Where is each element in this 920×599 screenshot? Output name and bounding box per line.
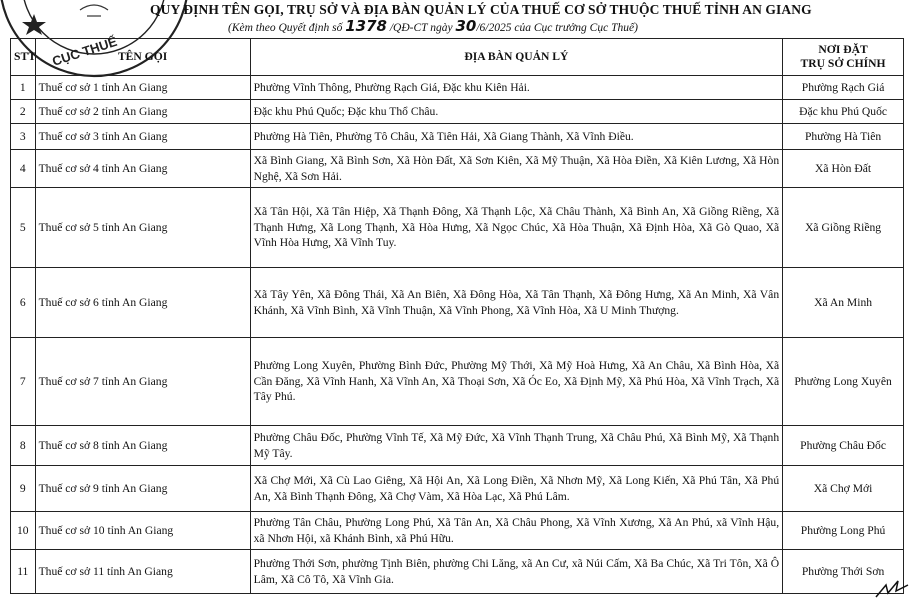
table-row [11,150,904,188]
row-seat: Xã Hòn Đất [783,150,904,188]
row-name: Thuế cơ sở 8 tỉnh An Giang [35,426,250,466]
table-row [11,100,904,124]
row-area: Phường Hà Tiên, Phường Tô Châu, Xã Tiên Hải, Xã Giang Thành, Xã Vĩnh Điều. [250,124,783,150]
row-seat: Xã An Minh [783,268,904,338]
row-area: Đặc khu Phú Quốc; Đặc khu Thổ Châu. [250,100,783,124]
decision-number: 1378 [345,17,387,35]
row-name: Thuế cơ sở 7 tỉnh An Giang [35,338,250,426]
row-area: Xã Bình Giang, Xã Bình Sơn, Xã Hòn Đất, Xã Sơn Kiên, Xã Mỹ Thuận, Xã Hòa Điền, Xã Kiên Lương, Xã Hòn Nghệ, Xã Sơn Hải. [250,150,783,188]
row-name: Thuế cơ sở 4 tỉnh An Giang [35,150,250,188]
table-row [11,426,904,466]
subtitle-mid: /QĐ-CT ngày [389,22,453,34]
table-row [11,76,904,100]
row-name: Thuế cơ sở 11 tỉnh An Giang [35,550,250,594]
row-stt: 3 [11,124,36,150]
row-name: Thuế cơ sở 3 tỉnh An Giang [35,124,250,150]
row-name: Thuế cơ sở 10 tỉnh An Giang [35,512,250,550]
table-row [11,188,904,268]
row-name: Thuế cơ sở 9 tỉnh An Giang [35,466,250,512]
row-seat: Phường Thới Sơn [783,550,904,594]
table-row [11,512,904,550]
subtitle-prefix: (Kèm theo Quyết định số [228,22,343,34]
tax-office-table [10,38,904,594]
row-area: Phường Châu Đốc, Phường Vĩnh Tế, Xã Mỹ Đức, Xã Vĩnh Thạnh Trung, Xã Châu Phú, Xã Bình Mỹ, Xã Thạnh Mỹ Tây. [250,426,783,466]
row-area: Xã Chợ Mới, Xã Cù Lao Giêng, Xã Hội An, Xã Long Điền, Xã Nhơn Mỹ, Xã Long Kiến, Xã Phú Tân, Xã Phú An, Xã Bình Thạnh Đông, Xã Chợ Vàm, Xã Hòa Lạc, Xã Phú Lâm. [250,466,783,512]
row-area: Xã Tây Yên, Xã Đông Thái, Xã An Biên, Xã Đông Hòa, Xã Tân Thạnh, Xã Đông Hưng, Xã An Minh, Xã Vân Khánh, Xã Vĩnh Bình, Xã Vĩnh Thuận, Xã Vĩnh Phong, Xã Vĩnh Hòa, Xã U Minh Thượng. [250,268,783,338]
subtitle-suffix: /6/2025 của Cục trưởng Cục Thuế) [476,22,638,34]
row-seat: Phường Long Phú [783,512,904,550]
row-seat: Xã Giồng Riềng [783,188,904,268]
signature-mark [872,579,912,599]
row-area: Phường Long Xuyên, Phường Bình Đức, Phường Mỹ Thới, Xã Mỹ Hoà Hưng, Xã An Châu, Xã Bình Hòa, Xã Cần Đăng, Xã Vĩnh Hanh, Xã Vĩnh An, Xã Thoại Sơn, Xã Óc Eo, Xã Định Mỹ, Xã Phú Hòa, Xã Vĩnh Trạch, Xã Tây Phú. [250,338,783,426]
row-stt: 9 [11,466,36,512]
row-stt: 8 [11,426,36,466]
row-seat: Phường Hà Tiên [783,124,904,150]
row-area: Phường Tân Châu, Phường Long Phú, Xã Tân An, Xã Châu Phong, Xã Vĩnh Xương, Xã An Phú, xã Vĩnh Hậu, xã Nhơn Hội, xã Khánh Bình, xã Phú Hữu. [250,512,783,550]
row-seat: Phường Rạch Giá [783,76,904,100]
row-seat: Đặc khu Phú Quốc [783,100,904,124]
header-stt: STT [11,39,36,76]
header-seat [783,39,904,76]
row-area: Phường Vĩnh Thông, Phường Rạch Giá, Đặc khu Kiên Hải. [250,76,783,100]
header-name: TÊN GỌI [35,39,250,76]
header-seat-line1: NƠI ĐẶT [818,43,868,56]
row-stt: 2 [11,100,36,124]
row-stt: 10 [11,512,36,550]
row-seat: Xã Chợ Mới [783,466,904,512]
decision-day: 30 [455,17,477,35]
table-row [11,466,904,512]
row-stt: 5 [11,188,36,268]
table-header-row [11,39,904,76]
row-name: Thuế cơ sở 1 tỉnh An Giang [35,76,250,100]
header-seat-line2: TRỤ SỞ CHÍNH [800,57,886,70]
document-title: QUY ĐỊNH TÊN GỌI, TRỤ SỞ VÀ ĐỊA BÀN QUẢN LÝ CỦA THUẾ CƠ SỞ THUỘC THUẾ TỈNH AN GIANG [150,2,812,17]
row-area: Phường Thới Sơn, phường Tịnh Biên, phường Chi Lăng, xã An Cư, xã Núi Cấm, Xã Ba Chúc, Xã Tri Tôn, Xã Ô Lâm, Xã Cô Tô, Xã Vĩnh Gia. [250,550,783,594]
table-row [11,268,904,338]
seal-text: CỤC THUẾ [50,33,119,69]
table-row [11,124,904,150]
row-seat: Phường Châu Đốc [783,426,904,466]
row-stt: 1 [11,76,36,100]
table-row [11,550,904,594]
row-stt: 7 [11,338,36,426]
header-area: ĐỊA BÀN QUẢN LÝ [250,39,783,76]
row-area: Xã Tân Hội, Xã Tân Hiệp, Xã Thạnh Đông, Xã Thạnh Lộc, Xã Châu Thành, Xã Bình An, Xã Giồng Riềng, Xã Thạnh Hưng, Xã Long Thạnh, Xã Hòa Hưng, Xã Ngọc Chúc, Xã Hòa Thuận, Xã Định Hòa, Xã Gò Quao, Xã Vĩnh Hòa Hưng, Xã Vĩnh Tuy. [250,188,783,268]
row-stt: 11 [11,550,36,594]
row-stt: 4 [11,150,36,188]
row-name: Thuế cơ sở 2 tỉnh An Giang [35,100,250,124]
row-seat: Phường Long Xuyên [783,338,904,426]
row-name: Thuế cơ sở 6 tỉnh An Giang [35,268,250,338]
row-stt: 6 [11,268,36,338]
row-name: Thuế cơ sở 5 tỉnh An Giang [35,188,250,268]
document-subtitle [228,18,828,36]
table-row [11,338,904,426]
